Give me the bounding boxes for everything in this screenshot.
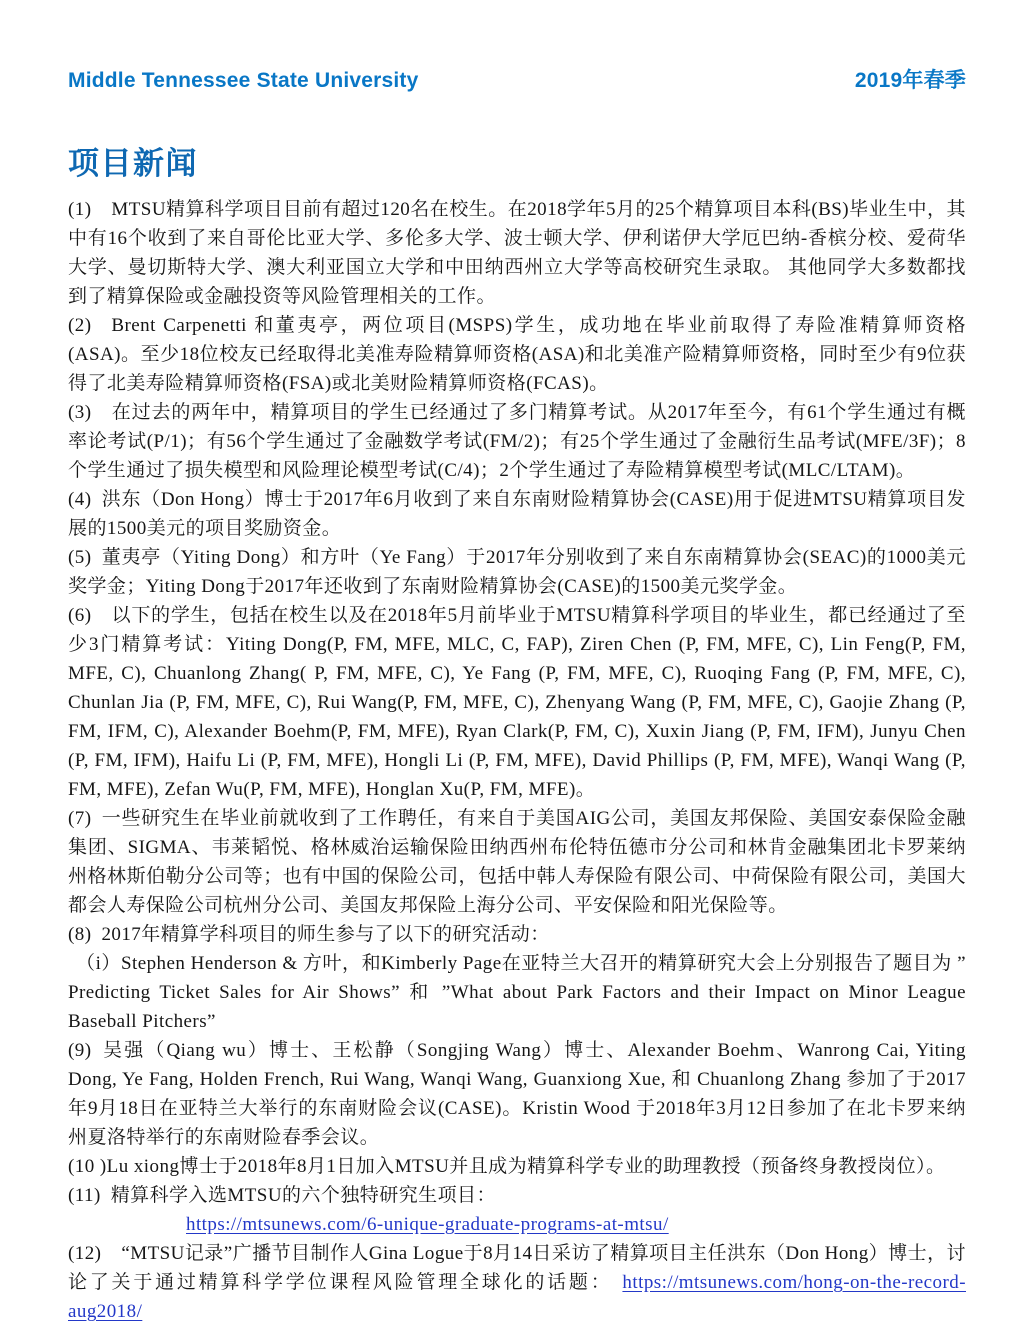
news-item-9: (9) 吴强（Qiang wu）博士、王松静（Songjing Wang）博士、Alexander Boehm、Wanrong Cai, Yiting Dong, Ye Fang, Holden French, Rui Wang, Wanqi Wang, Guanxiong Xue, 和 Chuanlong Zhang 参加了于2017年9月18日在亚特兰大举行的东南财险会议(CASE)。Kristin Wood 于2018年3月12日参加了在北卡罗来纳州夏洛特举行的东南财险春季会议。 (68, 1040, 966, 1148)
news-item-3: (3) 在过去的两年中，精算项目的学生已经通过了多门精算考试。从2017年至今，有61个学生通过有概率论考试(P/1)；有56个学生通过了金融数学考试(FM/2)；有25个学生通过了金融衍生品考试(MFE/3F)；8个学生通过了损失模型和风险理论模型考试(C/4)；2个学生通过了寿险精算模型考试(MLC/LTAM)。 (68, 402, 966, 481)
news-item-4: (4) 洪东（Don Hong）博士于2017年6月收到了来自东南财险精算协会(CASE)用于促进MTSU精算项目发展的1500美元的项目奖励资金。 (68, 489, 966, 539)
news-item-1: (1) MTSU精算科学项目目前有超过120名在校生。在2018学年5月的25个精算项目本科(BS)毕业生中，其中有16个收到了来自哥伦比亚大学、多伦多大学、波士顿大学、伊利诺伊大学厄巴纳-香槟分校、爱荷华大学、曼切斯特大学、澳大利亚国立大学和中田纳西州立大学等高校研究生录取。 其他同学大多数都找到了精算保险或金融投资等风险管理相关的工作。 (68, 199, 966, 307)
news-item-2: (2) Brent Carpenetti 和董夷亭，两位项目(MSPS)学生，成功地在毕业前取得了寿险准精算师资格(ASA)。至少18位校友已经取得北美准寿险精算师资格(ASA)和北美准产险精算师资格，同时至少有9位获得了北美寿险精算师资格(FSA)或北美财险精算师资格(FCAS)。 (68, 315, 966, 394)
news-item-8: (8) 2017年精算学科项目的师生参与了以下的研究活动： (68, 924, 550, 945)
news-item-7: (7) 一些研究生在毕业前就收到了工作聘任，有来自于美国AIG公司，美国友邦保险、美国安泰保险金融集团、SIGMA、韦莱韬悦、格林威治运输保险田纳西州布伦特伍德市分公司和林肯金融集团北卡罗莱纳州格林斯伯勒分公司等；也有中国的保险公司，包括中韩人寿保险有限公司、中荷保险有限公司，美国大都会人寿保险公司杭州分公司、美国友邦保险上海分公司、平安保险和阳光保险等。 (68, 808, 966, 916)
link-hong-on-the-record[interactable]: https://mtsunews.com/hong-on-the-record-aug2018/ (68, 1272, 966, 1322)
page-header (68, 64, 966, 94)
issue-season: 2019年春季 (854, 69, 966, 92)
news-item-10: (10 )Lu xiong博士于2018年8月1日加入MTSU并且成为精算科学专业的助理教授（预备终身教授岗位）。 (68, 1156, 946, 1177)
link-6-unique-graduate-programs[interactable]: https://mtsunews.com/6-unique-graduate-programs-at-mtsu/ (186, 1214, 669, 1235)
news-item-12 (68, 1239, 966, 1325)
news-item-11: (11) 精算科学入选MTSU的六个独特研究生项目： (68, 1185, 496, 1206)
news-item-5: (5) 董夷亭（Yiting Dong）和方叶（Ye Fang）于2017年分别收到了来自东南精算协会(SEAC)的1000美元奖学金；Yiting Dong于2017年还收到了东南财险精算协会(CASE)的1500美元奖学金。 (68, 547, 966, 597)
news-item-6: (6) 以下的学生，包括在校生以及在2018年5月前毕业于MTSU精算科学项目的毕业生，都已经通过了至少3门精算考试：Yiting Dong(P, FM, MFE, MLC, C, FAP), Ziren Chen (P, FM, MFE, C), Lin Feng(P, FM, MFE, C), Chuanlong Zhang( P, FM, MFE, C), Ye Fang (P, FM, MFE, C), Ruoqing Fang (P, FM, MFE, C), Chunlan Jia (P, FM, MFE, C), Rui Wang(P, FM, MFE, C), Zhenyang Wang (P, FM, MFE, C), Gaojie Zhang (P, FM, IFM, C), Alexander Boehm(P, FM, MFE), Ryan Clark(P, FM, C), Xuxin Jiang (P, FM, IFM), Junyu Chen (P, FM, IFM), Haifu Li (P, FM, MFE), Hongli Li (P, FM, MFE), David Phillips (P, FM, MFE), Wanqi Wang (P, FM, MFE), Zefan Wu(P, FM, MFE), Honglan Xu(P, FM, MFE)。 (68, 605, 966, 800)
news-item-11-link-line (68, 1210, 966, 1239)
news-body (68, 195, 966, 1325)
university-name: Middle Tennessee State University (68, 69, 419, 92)
news-item-8-sub-i: （i）Stephen Henderson & 方叶，和Kimberly Page在亚特兰大召开的精算研究大会上分别报告了题目为 ”Predicting Ticket Sales for Air Shows” 和 ”What about Park Factors and their Impact on Minor League Baseball Pitchers” (68, 953, 966, 1032)
news-item-12-text: (12) “MTSU记录”广播节目制作人Gina Logue于8月14日采访了精算项目主任洪东（Don Hong）博士，讨论了关于通过精算科学学位课程风险管理全球化的话题： (68, 1243, 966, 1293)
section-title: 项目新闻 (68, 146, 198, 181)
